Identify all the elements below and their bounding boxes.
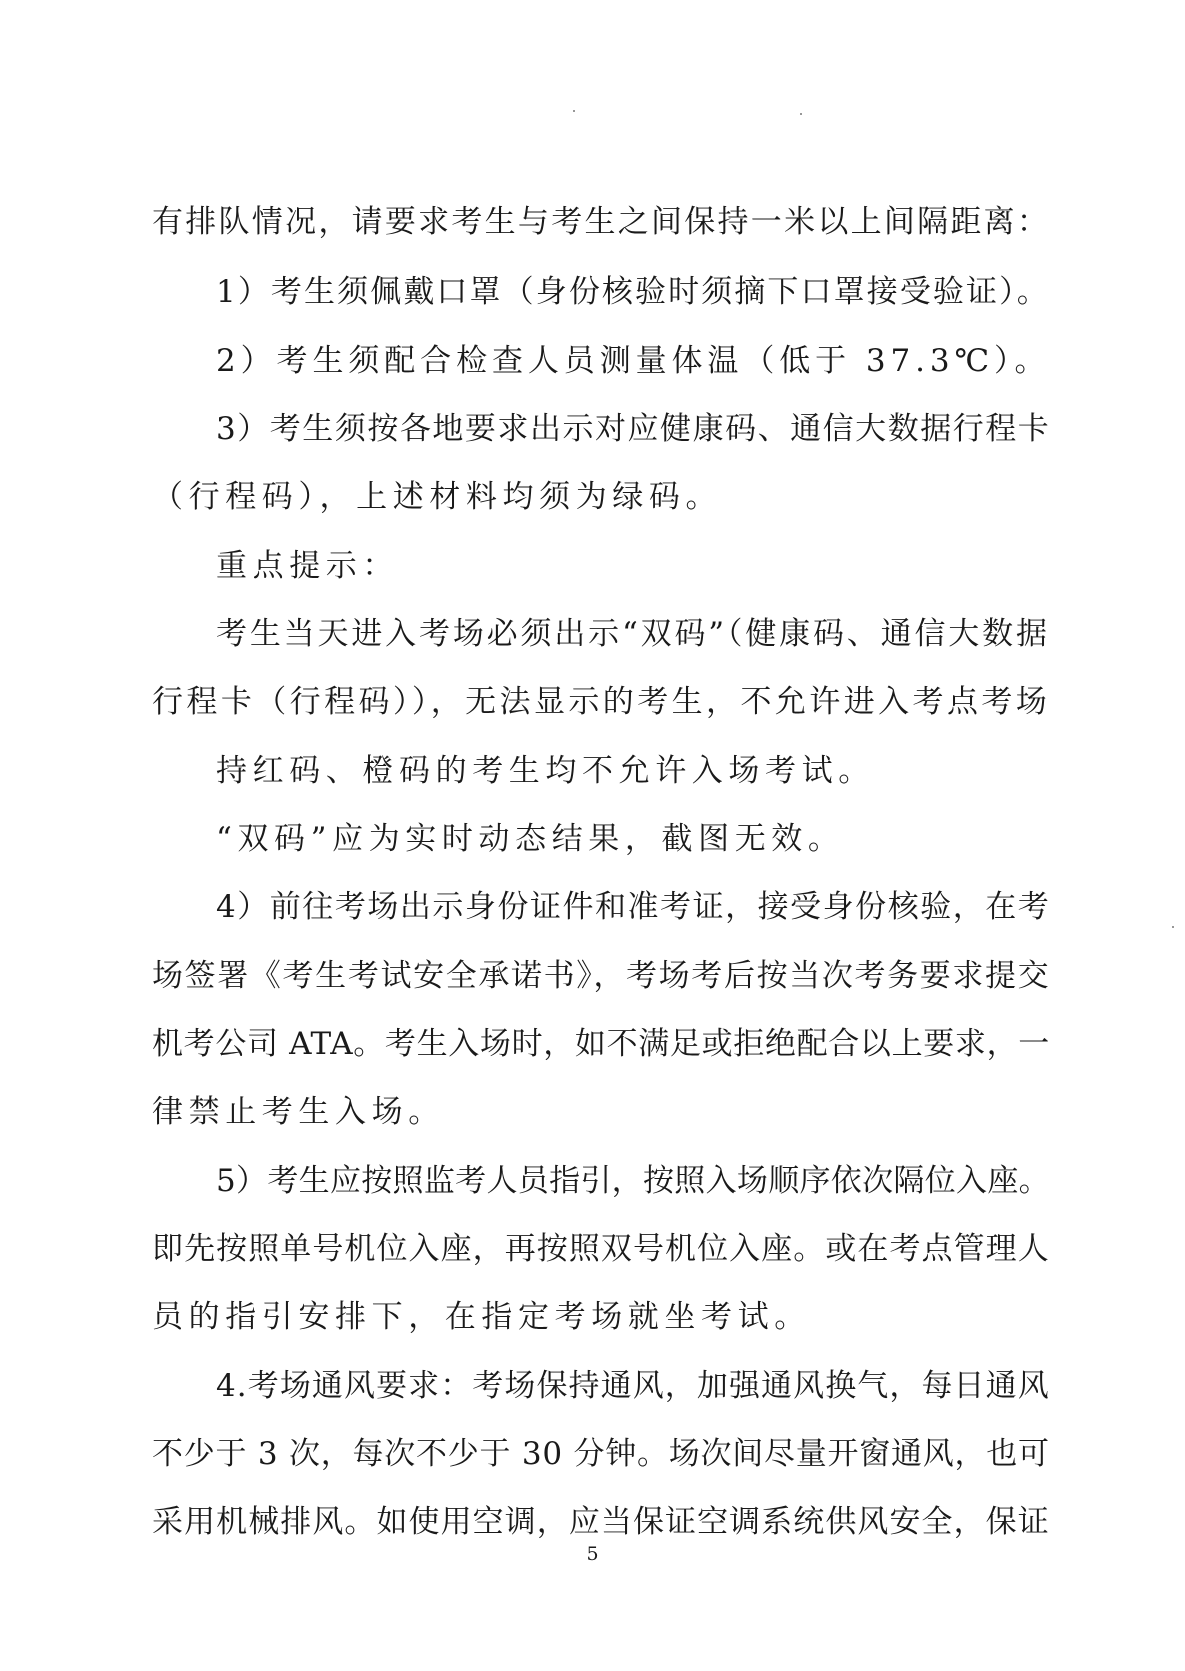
text-line: 即先按照单号机位入座，再按照双号机位入座。或在考点管理人 [152,1231,1050,1267]
text-line: 员的指引安排下，在指定考场就坐考试。 [152,1299,811,1335]
text-line: 有排队情况，请要求考生与考生之间保持一米以上间隔距离： [152,204,1051,240]
text-line: 机考公司 ATA。考生入场时，如不满足或拒绝配合以上要求，一 [152,1026,1050,1062]
text-line: 2）考生须配合检查人员测量体温（低于 37.3℃）。 [216,343,1051,379]
text-line: 持红码、橙码的考生均不允许入场考试。 [216,753,875,789]
text-line: 不少于 3 次，每次不少于 30 分钟。场次间尽量开窗通风，也可 [152,1436,1050,1472]
scan-speck [573,110,575,112]
text-line: （行程码），上述材料均须为绿码。 [152,479,723,515]
text-line: 3）考生须按各地要求出示对应健康码、通信大数据行程卡 [216,411,1051,447]
text-line: 律禁止考生入场。 [152,1094,445,1130]
page-number: 5 [586,1543,599,1565]
text-line: 采用机械排风。如使用空调，应当保证空调系统供风安全，保证 [152,1504,1050,1540]
text-line: 5）考生应按照监考人员指引，按照入场顺序依次隔位入座。 [216,1163,1050,1199]
text-line: 考生当天进入考场必须出示“双码”（健康码、通信大数据 [216,616,1050,652]
text-line: 重点提示： [216,548,399,584]
scan-speck [1172,926,1174,928]
text-line: 4）前往考场出示身份证件和准考证，接受身份核验，在考 [216,889,1051,925]
text-line: 场签署《考生考试安全承诺书》，考场考后按当次考务要求提交 [152,958,1051,994]
text-line: 4.考场通风要求：考场保持通风，加强通风换气，每日通风 [216,1368,1050,1404]
text-line: “双码”应为实时动态结果，截图无效。 [216,821,845,857]
scan-speck [800,113,802,115]
text-line: 1）考生须佩戴口罩（身份核验时须摘下口罩接受验证）。 [216,274,1050,310]
text-line: 行程卡（行程码）），无法显示的考生，不允许进入考点考场 [152,684,1051,720]
